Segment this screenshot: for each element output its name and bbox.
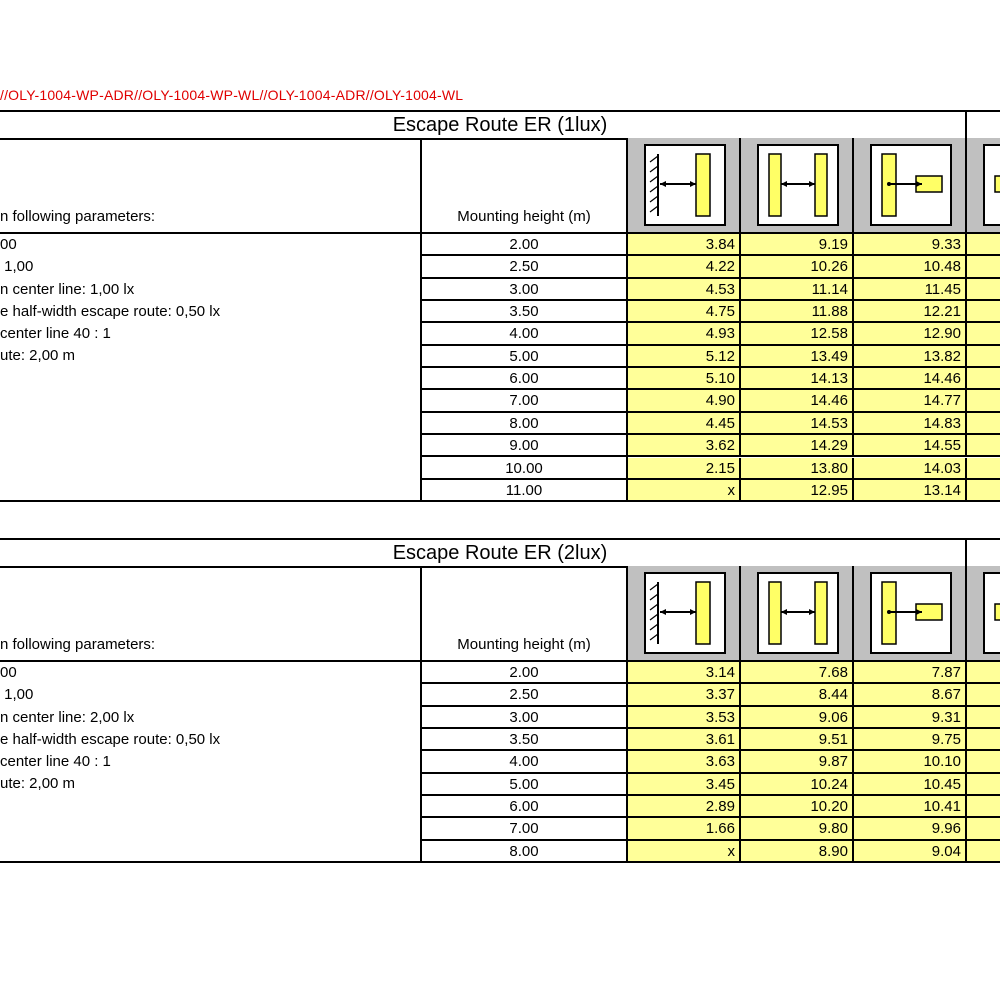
mounting-height-cell: 4.00 [420,751,628,773]
table-row [0,256,1000,278]
distance-value-cell-partial [967,279,1000,301]
distance-value-cell: 3.53 [628,707,741,729]
distance-value-cell: 4.90 [628,390,741,412]
distance-value-cell-partial [967,796,1000,818]
mounting-height-cell: 6.00 [420,796,628,818]
distance-value-cell: 4.45 [628,413,741,435]
distance-value-cell: 14.13 [741,368,854,390]
distance-value-cell: 3.14 [628,662,741,684]
distance-value-cell: 13.14 [854,480,967,502]
distance-value-cell: 11.88 [741,301,854,323]
mounting-height-cell: 5.00 [420,774,628,796]
parameter-line: 1,00 [0,686,34,704]
wall-mounted-to-wall-icon [644,144,726,226]
parameters-label: n following parameters: [0,636,156,653]
distance-value-cell: 4.53 [628,279,741,301]
table-row [0,458,1000,480]
distance-value-cell: 9.51 [741,729,854,751]
table-row [0,751,1000,773]
mounting-height-cell: 2.50 [420,684,628,706]
distance-value-cell-partial [967,684,1000,706]
distance-value-cell-partial [967,707,1000,729]
mounting-height-cell: 7.00 [420,818,628,840]
distance-value-cell: 13.82 [854,346,967,368]
parameter-line: 00 [0,236,17,253]
table-row [0,390,1000,412]
distance-value-cell: 10.10 [854,751,967,773]
distance-value-cell: 3.45 [628,774,741,796]
mounting-height-cell: 2.00 [420,662,628,684]
table-row [0,234,1000,256]
distance-value-cell: 14.77 [854,390,967,412]
distance-value-cell: 9.80 [741,818,854,840]
distance-value-cell-partial [967,841,1000,863]
distance-value-cell: 9.96 [854,818,967,840]
distance-value-cell-partial [967,774,1000,796]
distance-value-cell: 7.68 [741,662,854,684]
table-row [0,480,1000,502]
distance-value-cell: 8.44 [741,684,854,706]
distance-value-cell-partial [967,435,1000,457]
distance-value-cell: 11.45 [854,279,967,301]
distance-value-cell-partial [967,256,1000,278]
distance-value-cell: 3.37 [628,684,741,706]
distance-value-cell: 10.20 [741,796,854,818]
distance-value-cell: 3.63 [628,751,741,773]
distance-value-cell: 14.83 [854,413,967,435]
table-row [0,818,1000,840]
distance-value-cell: x [628,480,741,502]
distance-value-cell: 12.95 [741,480,854,502]
mounting-height-cell: 5.00 [420,346,628,368]
mounting-height-cell: 3.00 [420,707,628,729]
mounting-height-cell: 3.00 [420,279,628,301]
mounting-height-cell: 10.00 [420,458,628,480]
table-title-text: Escape Route ER (1lux) [392,114,608,136]
table-row [0,301,1000,323]
distance-value-cell-partial [967,729,1000,751]
distance-value-cell-partial [967,751,1000,773]
table-row [0,729,1000,751]
distance-value-cell-partial [967,662,1000,684]
corridor-between-walls-icon [757,144,839,226]
mounting-height-header: Mounting height (m) [457,636,591,653]
mounting-height-cell: 11.00 [420,480,628,502]
table-title [0,538,1000,568]
distance-value-cell: 9.31 [854,707,967,729]
table-row [0,774,1000,796]
table-row [0,279,1000,301]
parameter-line: n center line: 2,00 lx [0,708,135,726]
distance-value-cell: 10.48 [854,256,967,278]
distance-value-cell: 10.26 [741,256,854,278]
table-row [0,684,1000,706]
mounting-height-cell: 2.00 [420,234,628,256]
table-row [0,662,1000,684]
distance-value-cell: 3.61 [628,729,741,751]
distance-value-cell-partial [967,368,1000,390]
distance-value-cell: 14.03 [854,458,967,480]
distance-value-cell-partial [967,480,1000,502]
parameter-line: e half-width escape route: 0,50 lx [0,302,221,320]
distance-value-cell: 14.46 [854,368,967,390]
distance-value-cell-partial [967,234,1000,256]
distance-value-cell: 3.62 [628,435,741,457]
mounting-height-cell: 2.50 [420,256,628,278]
distance-value-cell: 3.84 [628,234,741,256]
distance-value-cell: 13.49 [741,346,854,368]
mounting-height-cell: 3.50 [420,301,628,323]
distance-value-cell: 9.04 [854,841,967,863]
mounting-height-cell: 8.00 [420,841,628,863]
table-row [0,796,1000,818]
distance-value-cell-partial [967,346,1000,368]
parameter-line: e half-width escape route: 0,50 lx [0,730,221,748]
parameter-line: 1,00 [0,258,34,276]
parameter-line: center line 40 : 1 [0,325,111,343]
spot-to-point-icon [870,572,952,654]
mounting-height-cell: 8.00 [420,413,628,435]
distance-value-cell: 12.21 [854,301,967,323]
distance-value-cell: 2.15 [628,458,741,480]
mounting-height-cell: 7.00 [420,390,628,412]
partial-icon [983,144,1000,226]
table-row [0,323,1000,345]
wall-mounted-to-wall-icon [644,572,726,654]
distance-value-cell-partial [967,818,1000,840]
distance-value-cell: 14.29 [741,435,854,457]
mounting-height-cell: 4.00 [420,323,628,345]
mounting-height-cell: 9.00 [420,435,628,457]
distance-value-cell: 14.55 [854,435,967,457]
distance-value-cell: 7.87 [854,662,967,684]
table-row [0,346,1000,368]
mounting-height-cell: 6.00 [420,368,628,390]
distance-value-cell: 10.41 [854,796,967,818]
distance-value-cell: 9.19 [741,234,854,256]
distance-value-cell: 4.75 [628,301,741,323]
distance-value-cell: 4.93 [628,323,741,345]
spot-to-point-icon [870,144,952,226]
parameter-line: 00 [0,664,17,681]
distance-value-cell: 14.53 [741,413,854,435]
distance-value-cell: 9.33 [854,234,967,256]
distance-value-cell: 9.75 [854,729,967,751]
distance-value-cell: 9.87 [741,751,854,773]
table-row [0,841,1000,863]
distance-value-cell-partial [967,323,1000,345]
mounting-height-header: Mounting height (m) [457,208,591,225]
parameter-line: ute: 2,00 m [0,347,76,365]
parameter-line: n center line: 1,00 lx [0,280,135,298]
partial-icon [983,572,1000,654]
parameter-line: ute: 2,00 m [0,775,76,793]
table-row [0,435,1000,457]
distance-value-cell-partial [967,413,1000,435]
article-codes: //OLY-1004-WP-ADR//OLY-1004-WP-WL//OLY-1004-ADR//OLY-1004-WL [0,87,464,103]
distance-value-cell: 11.14 [741,279,854,301]
distance-value-cell: 4.22 [628,256,741,278]
distance-value-cell-partial [967,301,1000,323]
distance-value-cell: 12.58 [741,323,854,345]
distance-value-cell: 5.10 [628,368,741,390]
distance-value-cell: 10.24 [741,774,854,796]
distance-value-cell: 14.46 [741,390,854,412]
distance-value-cell: 13.80 [741,458,854,480]
table-title-text: Escape Route ER (2lux) [392,542,608,564]
parameters-label: n following parameters: [0,208,156,225]
distance-value-cell: x [628,841,741,863]
distance-value-cell: 9.06 [741,707,854,729]
parameter-line: center line 40 : 1 [0,753,111,771]
mounting-height-cell: 3.50 [420,729,628,751]
distance-value-cell: 8.90 [741,841,854,863]
corridor-between-walls-icon [757,572,839,654]
distance-value-cell: 10.45 [854,774,967,796]
table-row [0,368,1000,390]
distance-value-cell: 8.67 [854,684,967,706]
distance-value-cell: 1.66 [628,818,741,840]
distance-value-cell: 12.90 [854,323,967,345]
distance-value-cell-partial [967,390,1000,412]
table-row [0,413,1000,435]
distance-value-cell-partial [967,458,1000,480]
distance-value-cell: 2.89 [628,796,741,818]
table-row [0,707,1000,729]
table-title [0,110,1000,140]
distance-value-cell: 5.12 [628,346,741,368]
